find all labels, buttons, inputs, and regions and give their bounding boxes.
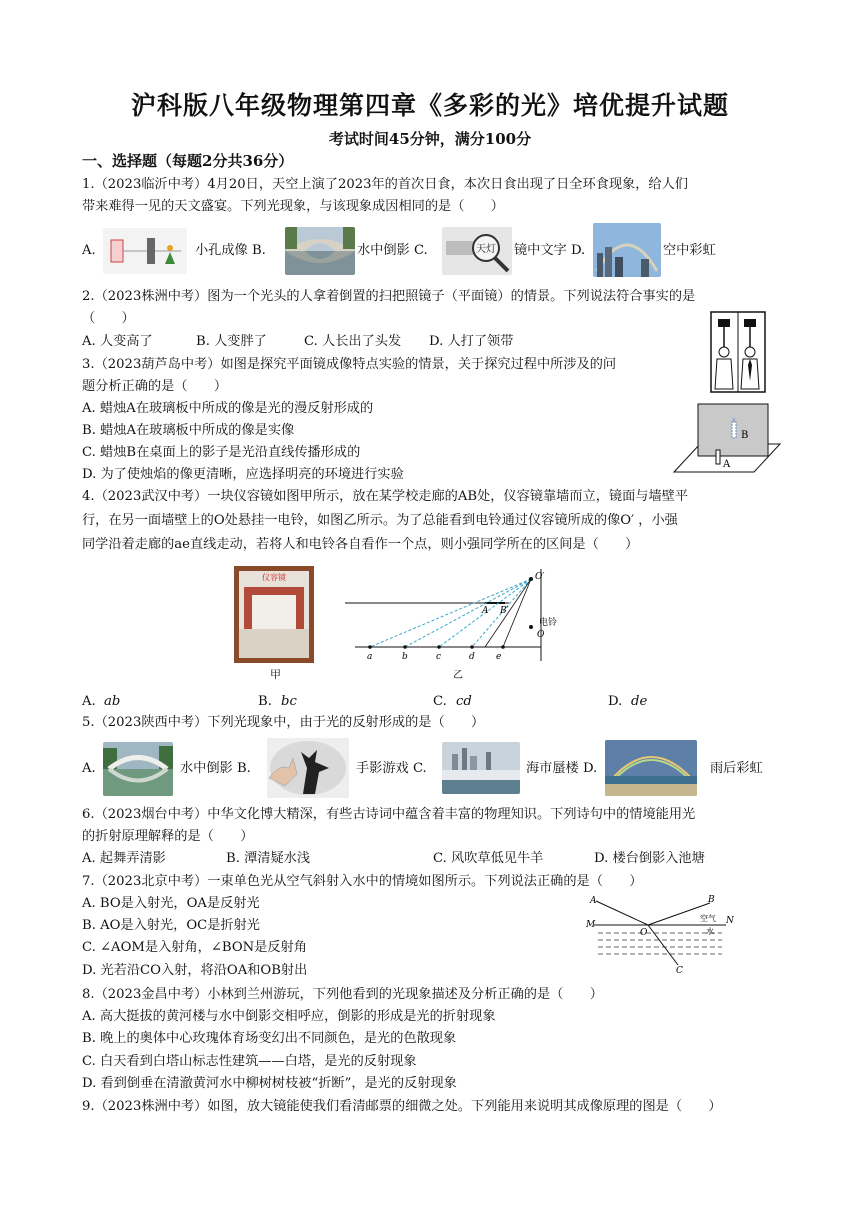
candle-b-label: B — [741, 430, 749, 441]
corridor-light-path-diagram — [345, 565, 575, 683]
q4-stem-2: 行，在另一面墙壁上的O处悬挂一电铃，如图乙所示。为了总能看到电铃通过仪容镜所成的像O′ ，小强 — [82, 513, 678, 528]
point-a-label: A — [482, 606, 489, 616]
pinhole-image-icon — [103, 228, 187, 274]
q7-option-c: C. ∠AOM是入射角，∠BON是反射角 — [82, 940, 307, 955]
q3-option-b: B. 蜡烛A在玻璃板中所成的像是实像 — [82, 423, 295, 438]
q7-option-b: B. AO是入射光，OC是折射光 — [82, 918, 260, 933]
point-o-label: O — [640, 928, 648, 938]
q6-option-c: C. 风吹草低见牛羊 — [433, 851, 544, 866]
q8-stem: 8.（2023金昌中考）小林到兰州游玩，下列他看到的光现象描述及分析正确的是（ ） — [82, 987, 603, 1002]
q2-stem-1: 2.（2023株洲中考）图为一个光头的人拿着倒置的扫把照镜子（平面镜）的情景。下列说法符合事实的是 — [82, 289, 696, 304]
point-d-label: d — [469, 652, 475, 662]
q4-option-a: ab — [104, 694, 121, 709]
q5-option-a-text: 水中倒影 B. — [180, 761, 251, 776]
candle-a-label: A — [723, 459, 731, 470]
refraction-diagram — [586, 893, 734, 975]
o-prime-label: O′ — [535, 572, 545, 582]
q4-option-d-letter: D. — [608, 694, 623, 709]
q8-option-c: C. 白天看到白塔山标志性建筑——白塔，是光的反射现象 — [82, 1054, 417, 1069]
q6-stem-1: 6.（2023烟台中考）中华文化博大精深，有些古诗词中蕴含着丰富的物理知识。下列诗句中的情境能用光 — [82, 807, 696, 822]
shadow-puppet-photo — [267, 738, 349, 798]
q7-option-d: D. 光若沿CO入射，将沿OA和OB射出 — [82, 963, 308, 978]
q6-option-a: A. 起舞弄清影 — [82, 851, 166, 866]
bridge-reflection-icon — [285, 227, 355, 275]
q9-stem: 9.（2023株洲中考）如图，放大镜能使我们看清邮票的细微之处。下列能用来说明其成像原理的图是（ ） — [82, 1099, 722, 1114]
q4-option-b-letter: B. — [258, 694, 272, 709]
q4-stem-3: 同学沿着走廊的ae直线走动，若将人和电铃各自看作一个点，则小强同学所在的区间是（ ） — [82, 537, 639, 552]
rainbow-beach-photo — [605, 740, 697, 796]
point-b-label: B — [708, 895, 715, 905]
figure-a-caption: 甲 — [270, 668, 281, 681]
q2-option-d: D. 人打了领带 — [429, 334, 514, 349]
page-title: 沪科版八年级物理第四章《多彩的光》培优提升试题 — [130, 91, 729, 120]
air-label: 空气 — [700, 914, 716, 923]
point-c-label: C — [676, 966, 683, 975]
q4-option-c-letter: C. — [433, 694, 447, 709]
q2-option-c: C. 人长出了头发 — [304, 334, 402, 349]
plane-mirror-experiment-diagram — [672, 400, 782, 480]
q3-option-a: A. 蜡烛A在玻璃板中所成的像是光的漫反射形成的 — [82, 401, 374, 416]
bell-label: 电铃 — [539, 618, 558, 628]
q4-option-d: de — [631, 694, 648, 709]
q5-stem: 5.（2023陕西中考）下列光现象中，由于光的反射形成的是（ ） — [82, 715, 485, 730]
q3-stem-1: 3.（2023葫芦岛中考）如图是探究平面镜成像特点实验的情景，关于探究过程中所涉及的问 — [82, 357, 617, 372]
q1-stem-2: 带来难得一见的天文盛宴。下列光现象，与该现象成因相同的是（ ） — [82, 199, 504, 214]
q4-option-a-letter: A. — [82, 694, 96, 709]
q1-option-a-text: 小孔成像 B. — [195, 243, 266, 258]
mirror-text-icon — [442, 227, 512, 275]
q4-option-c: cd — [456, 694, 472, 709]
q5-option-b-text: 手影游戏 C. — [356, 761, 427, 776]
mirror-figure-diagram — [710, 311, 766, 393]
q6-option-d: D. 楼台倒影入池塘 — [594, 851, 705, 866]
q1-option-d-text: 空中彩虹 — [663, 243, 716, 258]
water-label: 水 — [706, 927, 714, 936]
point-b-lower-label: b — [402, 652, 408, 662]
q8-option-b: B. 晚上的奥体中心玫瑰体育场变幻出不同颜色，是光的色散现象 — [82, 1031, 457, 1046]
point-e-label: e — [496, 652, 502, 662]
bridge-reflection-photo — [103, 742, 173, 796]
point-n-label: N — [726, 916, 734, 926]
q2-option-a: A. 人变高了 — [82, 334, 153, 349]
q4-option-b: bc — [281, 694, 297, 709]
q5-option-c-text: 海市蜃楼 D. — [526, 761, 598, 776]
q8-option-d: D. 看到倒垂在清澈黄河水中柳树树枝被“折断”，是光的反射现象 — [82, 1076, 457, 1091]
q2-stem-2: （ ） — [82, 311, 135, 326]
q7-option-a: A. BO是入射光，OA是反射光 — [82, 896, 260, 911]
point-c-label: c — [436, 652, 442, 662]
q1-stem-1: 1.（2023临沂中考）4月20日，天空上演了2023年的首次日食，本次日食出现了日全环食现象，给人们 — [82, 177, 688, 192]
mirror-sign-text: 仪容镜 — [262, 573, 286, 582]
point-o-label: O — [537, 630, 545, 640]
q3-stem-2: 题分析正确的是（ ） — [82, 379, 228, 394]
dressing-mirror-photo — [232, 565, 316, 665]
point-a-label: A — [590, 896, 597, 906]
q1-option-c-text: 镜中文字 D. — [514, 243, 586, 258]
section-heading: 一、选择题（每题2分共36分） — [82, 152, 294, 170]
q3-option-d: D. 为了使烛焰的像更清晰，应选择明亮的环境进行实验 — [82, 467, 404, 482]
point-m-label: M — [586, 920, 596, 930]
point-a-lower-label: a — [367, 652, 373, 662]
point-b-label: B′ — [500, 606, 509, 616]
q6-stem-2: 的折射原理解释的是（ ） — [82, 829, 254, 844]
q5-option-a-letter: A. — [82, 761, 96, 776]
rainbow-city-icon — [593, 223, 661, 277]
lens-sign-text: 天灯 — [476, 244, 496, 255]
q5-option-d-text: 雨后彩虹 — [710, 761, 763, 776]
figure-b-caption: 乙 — [453, 670, 463, 681]
q1-option-b-text: 水中倒影 C. — [357, 243, 428, 258]
q8-option-a: A. 高大挺拔的黄河楼与水中倒影交相呼应，倒影的形成是光的折射现象 — [82, 1009, 496, 1024]
q2-option-b: B. 人变胖了 — [196, 334, 267, 349]
mirage-photo — [442, 742, 520, 794]
exam-info: 考试时间45分钟，满分100分 — [328, 130, 532, 148]
q1-option-a-letter: A. — [82, 243, 96, 258]
q7-stem: 7.（2023北京中考）一束单色光从空气斜射入水中的情境如图所示。下列说法正确的是（ ） — [82, 874, 643, 889]
q3-option-c: C. 蜡烛B在桌面上的影子是光沿直线传播形成的 — [82, 445, 361, 460]
q6-option-b: B. 潭清疑水浅 — [226, 851, 311, 866]
q4-stem-1: 4.（2023武汉中考）一块仪容镜如图甲所示，放在某学校走廊的AB处，仪容镜靠墙而立，镜面与墙壁平 — [82, 489, 689, 504]
